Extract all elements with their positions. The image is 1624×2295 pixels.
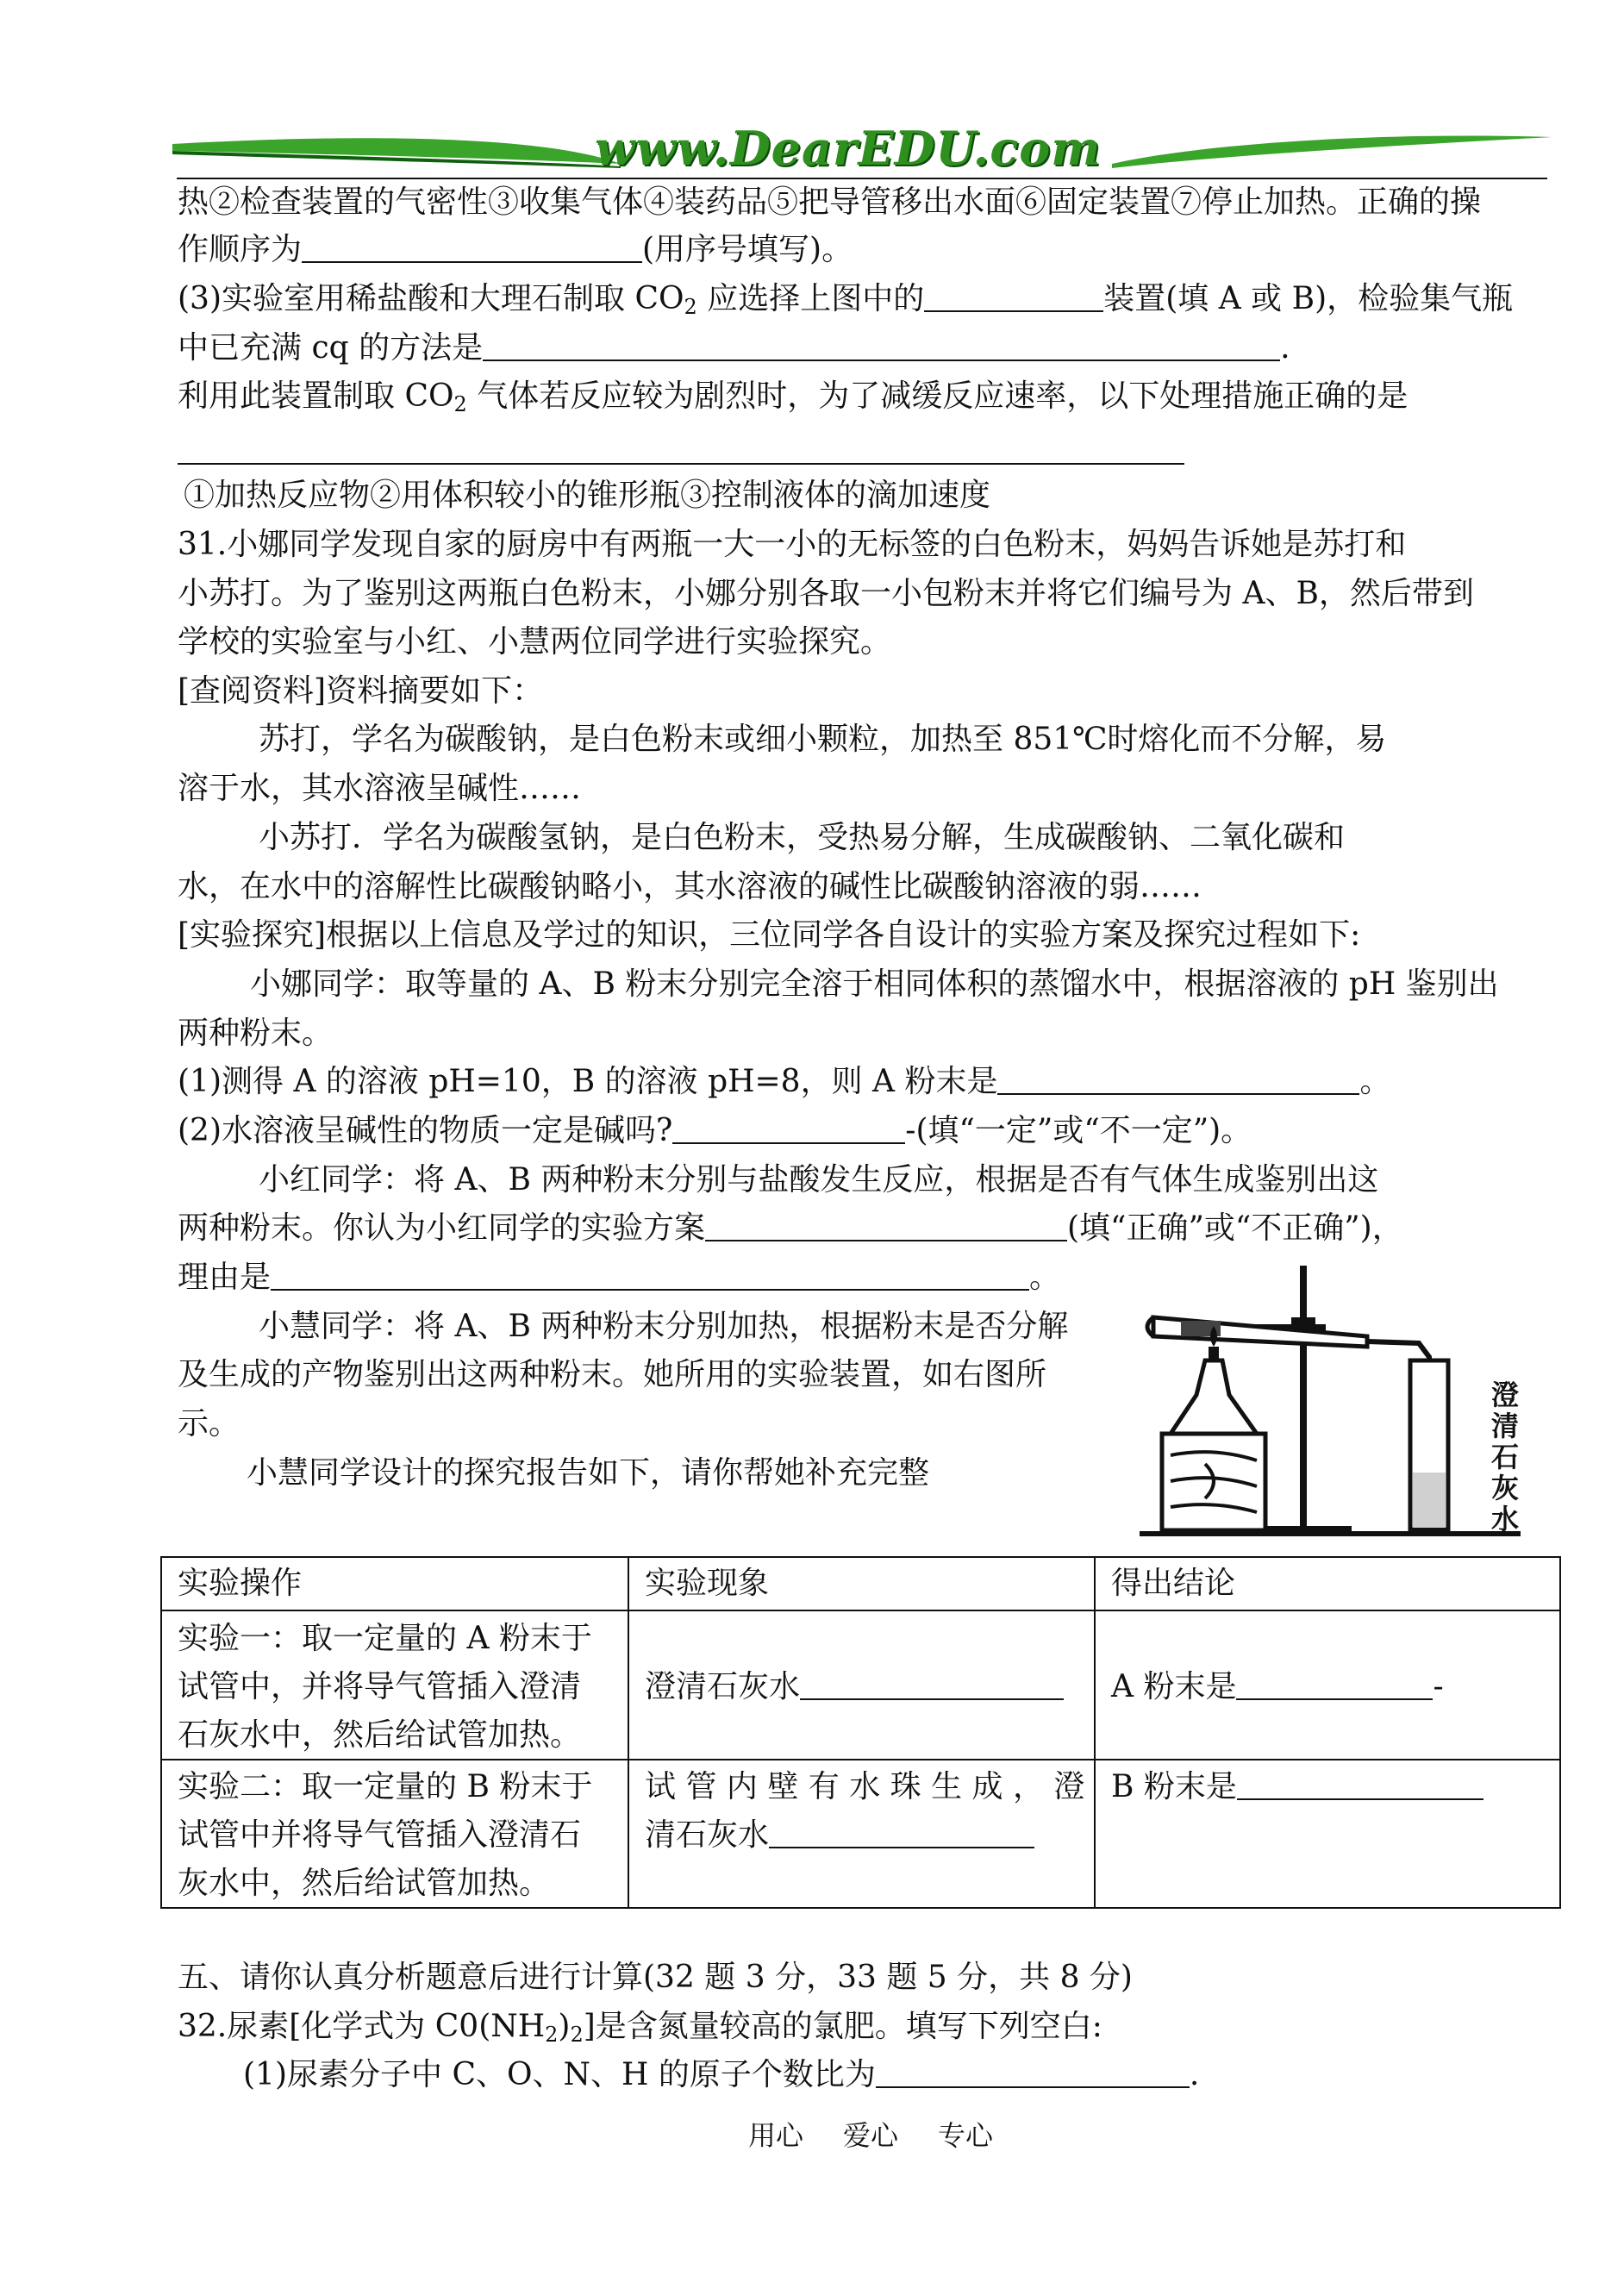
text-line: 示。 — [178, 1406, 240, 1441]
page-footer — [748, 2114, 1033, 2154]
text-line: 作顺序为 (用序号填写)。 — [178, 232, 853, 267]
answer-blank[interactable] — [997, 1064, 1359, 1095]
table-header-operation: 实验操作 — [178, 1566, 303, 1601]
row2-operation-line: 灰水中，然后给试管加热。 — [178, 1866, 551, 1901]
answer-blank[interactable] — [1236, 1669, 1433, 1700]
row2-phenomenon-line: 试 管 内 壁 有 水 珠 生 成 ， 澄 — [645, 1769, 1085, 1804]
text-line: (1)测得 A 的溶液 pH=10，B 的溶液 pH=8，则 A 粉末是 。 — [178, 1064, 1391, 1099]
text-line: [查阅资料]资料摘要如下： — [178, 673, 544, 709]
experiment-report-table — [160, 1556, 1561, 1909]
table-header-conclusion: 得出结论 — [1111, 1566, 1236, 1601]
answer-blank[interactable] — [178, 434, 1184, 465]
answer-blank[interactable] — [302, 232, 642, 263]
text-line: 利用此装置制取 $CO_2$ 气体若反应较为剧烈时，为了减缓反应速率，以下处理措施正确的是 — [178, 378, 1409, 416]
answer-blank[interactable] — [483, 330, 1280, 361]
answer-blank[interactable] — [800, 1669, 1064, 1700]
row1-phenomenon: 澄清石灰水 — [645, 1663, 1064, 1711]
text-line: 两种粉末。你认为小红同学的实验方案 (填“正确”或“不正确”)， — [178, 1210, 1403, 1246]
text-line: 31.小娜同学发现自家的厨房中有两瓶一大一小的无标签的白色粉末，妈妈告诉她是苏打和 — [178, 527, 1407, 562]
text-line: 学校的实验室与小红、小慧两位同学进行实验探究。 — [178, 624, 892, 660]
text-line: (3)实验室用稀盐酸和大理石制取 $CO_2$ 应选择上图中的 装置(填 A 或 B)，检验集气瓶 — [178, 281, 1514, 319]
table-header-phenomenon: 实验现象 — [645, 1566, 770, 1601]
row1-operation-line: 实验一：取一定量的 A 粉末于 — [178, 1621, 592, 1656]
text-line: ①加热反应物②用体积较小的锥形瓶③控制液体的滴加速度 — [184, 478, 991, 513]
text-line: 中已充满 cq 的方法是 . — [178, 330, 1290, 366]
answer-blank[interactable] — [271, 1260, 1029, 1291]
row1-operation-line: 石灰水中，然后给试管加热。 — [178, 1717, 582, 1753]
header-rule — [177, 178, 1547, 179]
text-line: 小娜同学：取等量的 A、B 粉末分别完全溶于相同体积的蒸馏水中，根据溶液的 pH 鉴别出 — [250, 966, 1499, 1002]
answer-blank[interactable] — [672, 1113, 905, 1144]
row2-operation-line: 实验二：取一定量的 B 粉末于 — [178, 1769, 593, 1804]
footer-word: 用心 — [748, 2119, 804, 2152]
site-logo-text: www.DearEDU.com — [595, 121, 1102, 176]
answer-blank[interactable] — [924, 281, 1103, 312]
text-line: 水，在水中的溶解性比碳酸钠略小，其水溶液的碱性比碳酸钠溶液的弱…… — [178, 869, 1202, 904]
text-line: 苏打，学名为碳酸钠，是白色粉末或细小颗粒，加热至 851℃时熔化而不分解，易 — [259, 722, 1387, 757]
text-line: 小红同学：将 A、B 两种粉末分别与盐酸发生反应，根据是否有气体生成鉴别出这 — [259, 1162, 1379, 1198]
text-line: 小苏打．学名为碳酸氢钠，是白色粉末，受热易分解，生成碳酸钠、二氧化碳和 — [259, 820, 1346, 855]
answer-blank[interactable] — [769, 1817, 1034, 1848]
answer-blank[interactable] — [1237, 1769, 1483, 1800]
answer-blank[interactable] — [705, 1210, 1067, 1241]
text-line: [实验探究]根据以上信息及学过的知识，三位同学各自设计的实验方案及探究过程如下: — [178, 917, 1361, 953]
text-line: 两种粉末。 — [178, 1016, 334, 1051]
row2-conclusion: B 粉末是 — [1111, 1763, 1483, 1811]
question-32: 32.尿素[化学式为 $C0(NH_2)_2$]是含氮量较高的氯肥。填写下列空白: — [178, 2009, 1102, 2047]
row1-conclusion: A 粉末是 - — [1111, 1669, 1444, 1704]
text-line: (2)水溶液呈碱性的物质一定是碱吗? -(填“一定”或“不一定”)。 — [178, 1113, 1252, 1148]
row2-phenomenon-line: 清石灰水 — [645, 1811, 1034, 1860]
limewater-label: 澄清石灰水 — [1491, 1379, 1520, 1535]
text-line: 热②检查装置的气密性③收集气体④装药品⑤把导管移出水面⑥固定装置⑦停止加热。正确的操 — [178, 184, 1482, 220]
footer-word: 爱心 — [843, 2119, 899, 2152]
text-line: 理由是 。 — [178, 1260, 1061, 1295]
heating-apparatus-figure — [1136, 1257, 1534, 1541]
text-line: 溶于水，其水溶液呈碱性…… — [178, 771, 582, 806]
row1-operation-line: 试管中，并将导气管插入澄清 — [178, 1669, 582, 1704]
text-line: 及生成的产物鉴别出这两种粉末。她所用的实验装置，如右图所 — [178, 1357, 1047, 1392]
footer-word: 专心 — [938, 2119, 994, 2152]
text-line: 小慧同学：将 A、B 两种粉末分别加热，根据粉末是否分解 — [259, 1309, 1069, 1344]
text-line: 小苏打。为了鉴别这两瓶白色粉末，小娜分别各取一小包粉末并将它们编号为 A、B，然后带到 — [178, 576, 1474, 611]
section-heading: 五、请你认真分析题意后进行计算(32 题 3 分，33 题 5 分，共 8 分) — [178, 1960, 1133, 1995]
row2-operation-line: 试管中并将导气管插入澄清石 — [178, 1817, 582, 1853]
answer-blank[interactable] — [876, 2057, 1190, 2088]
text-line: 小慧同学设计的探究报告如下，请你帮她补充完整 — [247, 1455, 930, 1491]
question-32-1: (1)尿素分子中 C、O、N、H 的原子个数比为 . — [243, 2057, 1200, 2092]
